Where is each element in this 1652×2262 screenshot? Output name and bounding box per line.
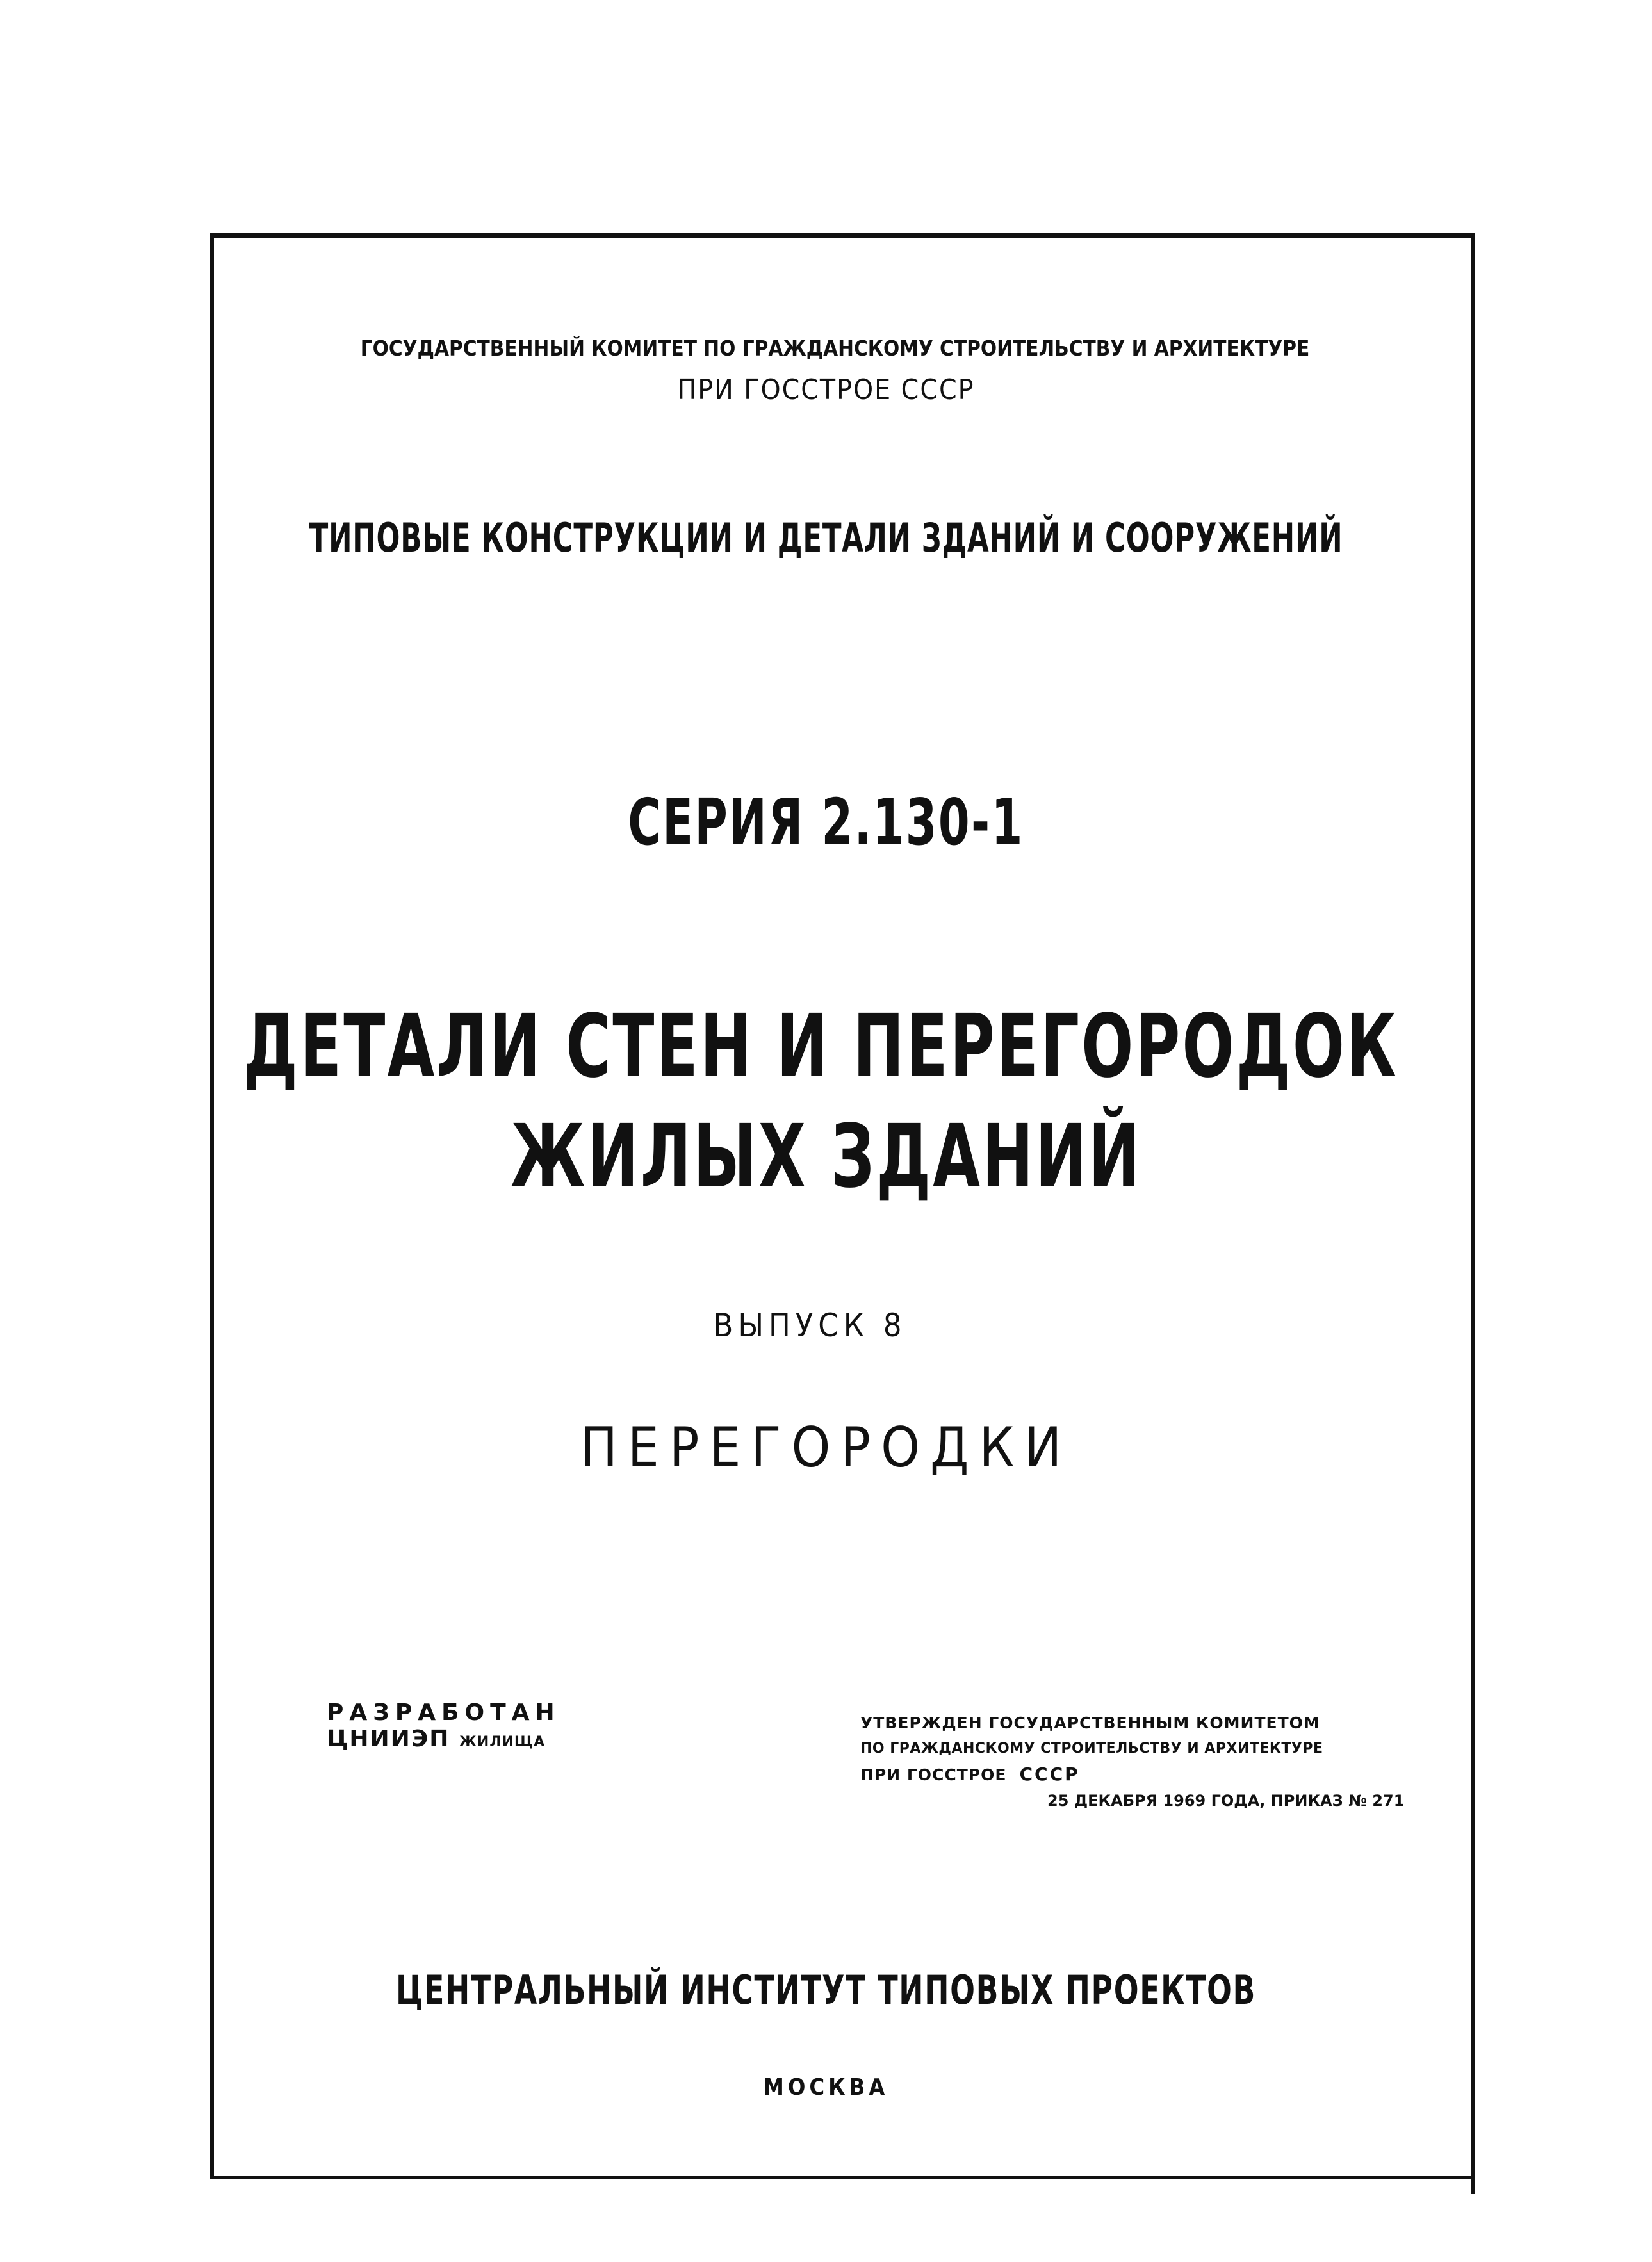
approval-line-3-ussr: СССР <box>1019 1764 1080 1785</box>
developer-org-name: ЦНИИЭП <box>327 1726 450 1753</box>
approval-line-1: УТВЕРЖДЕН ГОСУДАРСТВЕННЫМ КОМИТЕТОМ <box>860 1714 1320 1732</box>
ministry-name: ГОСУДАРСТВЕННЫЙ КОМИТЕТ ПО ГРАЖДАНСКОМУ СТРОИТЕЛЬСТВУ И АРХИТЕКТУРЕ <box>360 336 1310 361</box>
developer-label: РАЗРАБОТАН <box>327 1700 560 1726</box>
publisher-institute: ЦЕНТРАЛЬНЫЙ ИНСТИТУТ ТИПОВЫХ ПРОЕКТОВ <box>396 1967 1256 2013</box>
ministry-affiliation: ПРИ ГОССТРОЕ СССР <box>677 373 975 406</box>
publisher-city: МОСКВА <box>763 2074 889 2101</box>
issue-number: ВЫПУСК 8 <box>713 1307 907 1344</box>
developer-block <box>327 1700 560 1753</box>
approval-date-order: 25 ДЕКАБРЯ 1969 ГОДА, ПРИКАЗ № 271 <box>1047 1792 1405 1810</box>
approval-line-3 <box>860 1762 1404 1788</box>
series-number: СЕРИЯ 2.130-1 <box>628 785 1024 860</box>
series-title: ТИПОВЫЕ КОНСТРУКЦИИ И ДЕТАЛИ ЗДАНИЙ И СООРУЖЕНИЙ <box>309 514 1343 561</box>
approval-line-2: ПО ГРАЖДАНСКОМУ СТРОИТЕЛЬСТВУ И АРХИТЕКТУРЕ <box>860 1741 1323 1757</box>
approval-line-3-prefix: ПРИ ГОССТРОЕ <box>860 1766 1007 1784</box>
approval-block <box>860 1710 1404 1814</box>
developer-org-suffix: ЖИЛИЩА <box>459 1734 546 1751</box>
document-title-line-1: ДЕТАЛИ СТЕН И ПЕРЕГОРОДОК <box>243 996 1399 1097</box>
document-subject: ПЕРЕГОРОДКИ <box>580 1416 1072 1480</box>
developer-org <box>327 1726 545 1752</box>
document-title-line-2: ЖИЛЫХ ЗДАНИЙ <box>510 1106 1142 1208</box>
frame-corner-mark <box>1471 2168 1475 2194</box>
